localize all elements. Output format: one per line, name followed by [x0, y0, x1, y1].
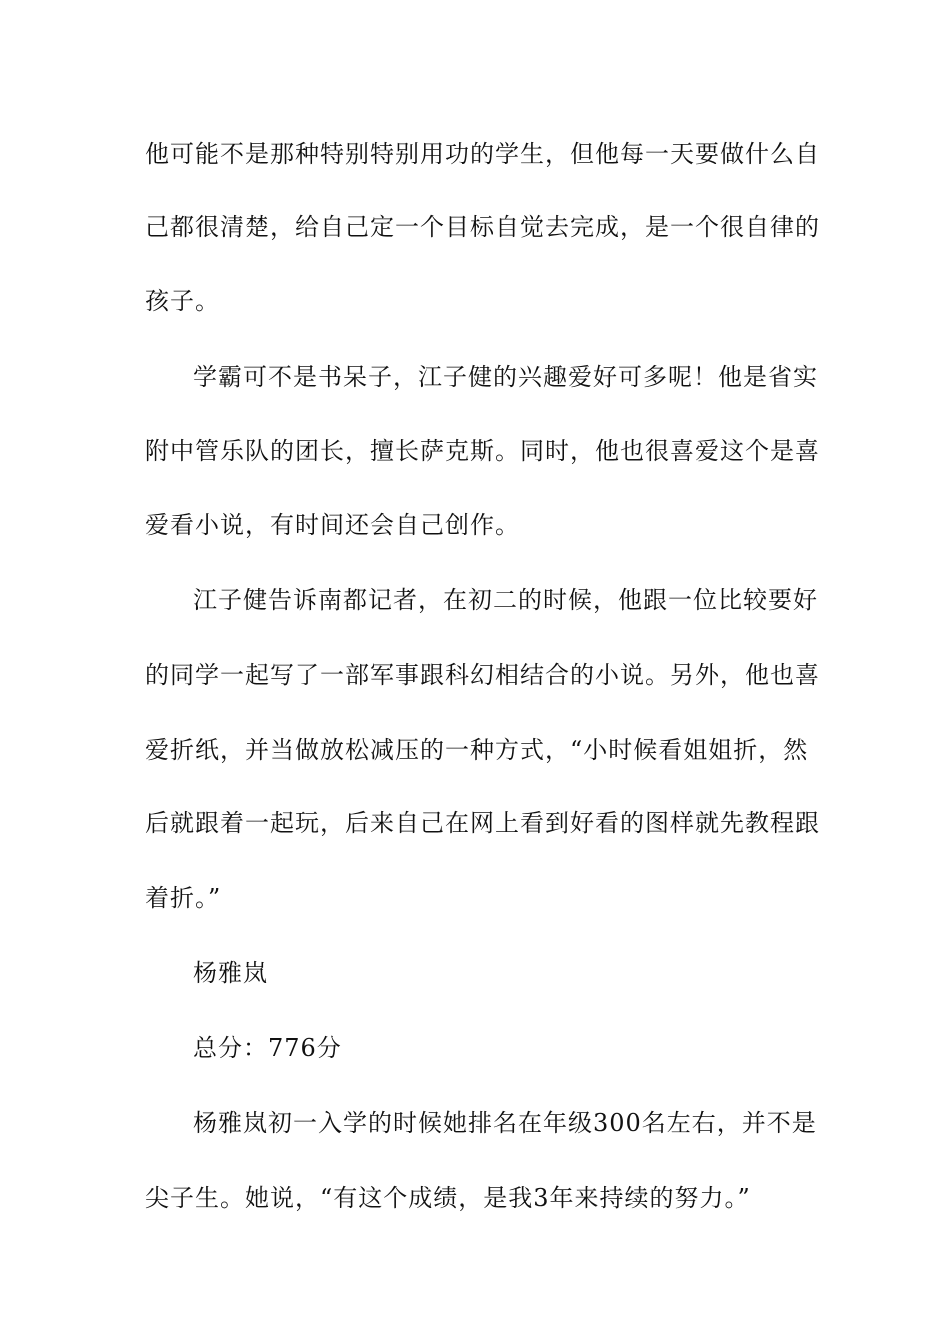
text-line: 着折。” [145, 884, 222, 912]
text-line: 爱折纸，并当做放松减压的一种方式，“小时候看姐姐折，然 [145, 736, 809, 764]
text-line: 尖子生。她说，“有这个成绩，是我3年来持续的努力。” [145, 1184, 751, 1212]
text-line: 学霸可不是书呆子，江子健的兴趣爱好可多呢！他是省实 [193, 363, 818, 391]
text-line: 的同学一起写了一部军事跟科幻相结合的小说。另外，他也喜 [145, 661, 820, 689]
text-line: 己都很清楚，给自己定一个目标自觉去完成，是一个很自律的 [145, 213, 820, 241]
text-line: 他可能不是那种特别特别用功的学生，但他每一天要做什么自 [145, 140, 820, 168]
text-line: 江子健告诉南都记者，在初二的时候，他跟一位比较要好 [193, 586, 818, 614]
text-line: 杨雅岚初一入学的时候她排名在年级300名左右，并不是 [193, 1109, 817, 1137]
section-name: 杨雅岚 [193, 959, 268, 987]
text-line: 后就跟着一起玩，后来自己在网上看到好看的图样就先教程跟 [145, 809, 820, 837]
text-line: 附中管乐队的团长，擅长萨克斯。同时，他也很喜爱这个是喜 [145, 437, 820, 465]
text-line: 爱看小说，有时间还会自己创作。 [145, 511, 520, 539]
total-score: 总分：776分 [193, 1034, 342, 1062]
text-line: 孩子。 [145, 287, 220, 315]
